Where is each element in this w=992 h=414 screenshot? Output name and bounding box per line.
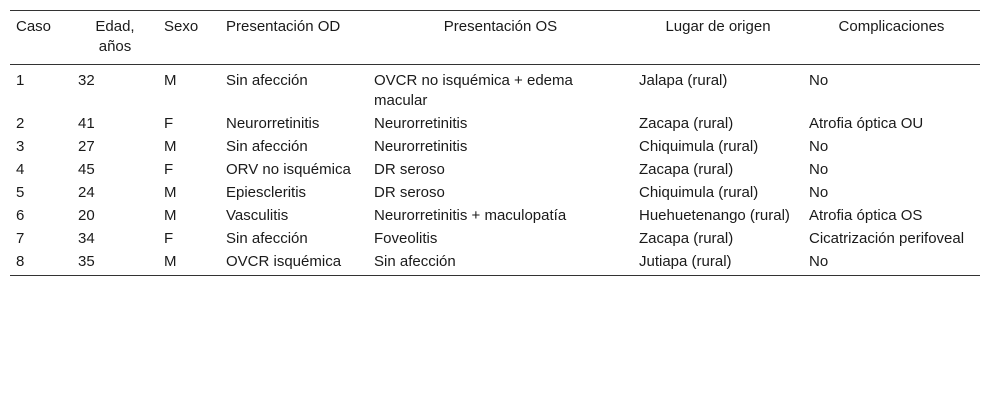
cell-sexo: M (164, 72, 177, 89)
header-lugar-origen: Lugar de origen (633, 11, 803, 65)
cell-lugar-origen: Huehuetenango (rural) (639, 207, 790, 224)
cell-lugar-origen: Chiquimula (rural) (639, 138, 759, 155)
cell-presentacion-od: Neurorretinitis (226, 115, 320, 132)
cell-presentacion-os: Neurorretinitis (374, 138, 468, 155)
cell-caso: 7 (16, 230, 25, 247)
cell-complicaciones: Cicatrización perifoveal (809, 230, 965, 247)
table-header (10, 11, 980, 65)
cell-presentacion-os: DR seroso (374, 184, 445, 201)
cell-sexo: F (164, 161, 174, 178)
cell-complicaciones: No (809, 138, 829, 155)
header-caso: Caso (10, 11, 72, 65)
cell-caso: 1 (16, 72, 25, 89)
cell-caso: 8 (10, 251, 72, 276)
cell-caso: 6 (16, 207, 25, 224)
table-container (10, 10, 980, 276)
table-row (10, 251, 980, 276)
cell-edad: 32 (78, 72, 95, 89)
cell-presentacion-os: Neurorretinitis + maculopatía (374, 207, 567, 224)
cell-sexo: M (158, 251, 220, 276)
cell-sexo: F (164, 115, 174, 132)
cell-presentacion-os: Neurorretinitis (374, 115, 468, 132)
table-row (10, 205, 980, 228)
cell-complicaciones: No (809, 161, 829, 178)
table-row (10, 136, 980, 159)
table-row (10, 228, 980, 251)
cell-presentacion-os: DR seroso (374, 161, 445, 178)
cell-edad: 45 (78, 161, 95, 178)
cell-presentacion-os: Sin afección (368, 251, 633, 276)
table-row (10, 113, 980, 136)
header-presentacion-od: Presentación OD (220, 11, 368, 65)
cell-edad: 35 (72, 251, 158, 276)
cell-complicaciones: Atrofia óptica OU (809, 115, 924, 132)
cell-edad: 34 (78, 230, 95, 247)
cell-lugar-origen: Zacapa (rural) (639, 230, 734, 247)
cell-caso: 4 (16, 161, 25, 178)
cell-sexo: M (164, 184, 177, 201)
cell-complicaciones: No (809, 72, 829, 89)
cell-edad: 41 (78, 115, 95, 132)
cell-presentacion-od: Epiescleritis (226, 184, 307, 201)
cell-presentacion-os: OVCR no isquémica + edema macular (374, 72, 573, 109)
cell-presentacion-od: Sin afección (226, 230, 308, 247)
cell-caso: 5 (16, 184, 25, 201)
cell-sexo: F (164, 230, 174, 247)
cell-edad: 24 (78, 184, 95, 201)
cell-lugar-origen: Jalapa (rural) (639, 72, 728, 89)
cell-presentacion-od: Vasculitis (226, 207, 289, 224)
cell-presentacion-os: Foveolitis (374, 230, 438, 247)
cell-complicaciones: Atrofia óptica OS (809, 207, 923, 224)
header-complicaciones: Complicaciones (803, 11, 980, 65)
table-row (10, 182, 980, 205)
header-row (10, 11, 980, 65)
header-presentacion-os: Presentación OS (368, 11, 633, 65)
table-row (10, 159, 980, 182)
cell-lugar-origen: Zacapa (rural) (639, 161, 734, 178)
cases-table (10, 10, 980, 276)
cell-presentacion-od: Sin afección (226, 72, 308, 89)
header-sexo: Sexo (158, 11, 220, 65)
table-row (10, 65, 980, 114)
cell-presentacion-od: Sin afección (226, 138, 308, 155)
cell-presentacion-od: ORV no isquémica (226, 161, 351, 178)
cell-lugar-origen: Zacapa (rural) (639, 115, 734, 132)
cell-lugar-origen: Chiquimula (rural) (639, 184, 759, 201)
table-body (10, 65, 980, 276)
cell-complicaciones: No (809, 184, 829, 201)
cell-edad: 20 (78, 207, 95, 224)
cell-sexo: M (164, 138, 177, 155)
cell-sexo: M (164, 207, 177, 224)
cell-complicaciones: No (803, 251, 980, 276)
cell-caso: 2 (16, 115, 25, 132)
cell-lugar-origen: Jutiapa (rural) (633, 251, 803, 276)
cell-presentacion-od: OVCR isquémica (220, 251, 368, 276)
header-edad: Edad, años (72, 11, 158, 65)
cell-caso: 3 (16, 138, 25, 155)
cell-edad: 27 (78, 138, 95, 155)
